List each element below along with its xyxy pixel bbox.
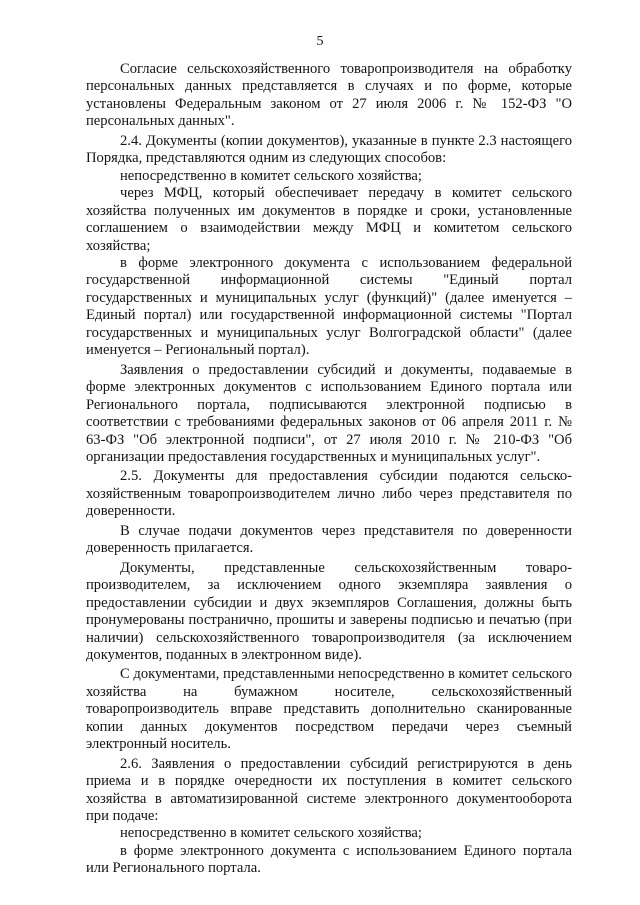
paragraph-electronic-signature: Заявления о предоставлении субсидий и документы, подаваемые в форме электронных документов с использованием Единого портала или Регионального портала, подписываются электронной подписью в соответствии с требованиями федеральных законов от 06 апреля 2011 г. № 63-ФЗ "Об электронной подписи", от 27 июля 2010 г. № 210-ФЗ "Об организации предоставления государственных и муниципальных услуг". (86, 361, 572, 465)
paragraph-scanned-copies: С документами, представленными непосредственно в комитет сельского хозяйства на бумажном носителе, сельскохозяйственный товаропроизводитель вправе представить дополнительно сканированные копии данных документов посредством передачи через съемный электронный носитель. (86, 666, 572, 753)
paragraph-electronic-form: в форме электронного документа с использованием федеральной государственной информационной системы "Единый портал государственных и муниципальных услуг (функций)" (далее именуется – Единый портал) или государственной информационной системы "Портал государственных и муниципальных услуг Волгоградской области" (далее именуется – Региональный портал). (86, 254, 572, 359)
paragraph-2-4: 2.4. Документы (копии документов), указанные в пункте 2.3 настоящего Порядка, представляются одним из следующих способов: (86, 132, 572, 167)
page-number: 5 (316, 34, 324, 49)
paragraph-2-6: 2.6. Заявления о предоставлении субсидий регистрируются в день приема и в порядке очередности их поступления в комитет сельского хозяйства в автоматизированной системе электронного документооборота при подаче: (86, 755, 572, 825)
paragraph-power-of-attorney: В случае подачи документов через представителя по доверенности доверенность прилагается. (86, 522, 572, 557)
paragraph-consent: Согласие сельскохозяйственного товаропроизводителя на обработку персональных данных представляется в случаях и по форме, которые установлены Федеральным законом от 27 июля 2006 г. № 152-ФЗ "О персональных данных". (86, 61, 572, 130)
paragraph-direct-registration: непосредственно в комитет сельского хозяйства; (120, 825, 422, 842)
paragraph-document-requirements: Документы, представленные сельскохозяйственным товаро-производителем, за исключением одного экземпляра заявления о предоставлении субсидии и двух экземпляров Соглашения, должны быть пронумерованы постранично, прошиты и заверены подписью и печатью (при наличии) сельскохозяйственного товаропроизводителя (за исключением документов, поданных в электронном виде). (86, 559, 572, 663)
document-body (86, 61, 572, 878)
paragraph-direct-submission: непосредственно в комитет сельского хозяйства; (120, 167, 422, 184)
paragraph-2-5: 2.5. Документы для предоставления субсидии подаются сельско-хозяйственным товаропроизводителем лично либо через представителя по доверенности. (86, 468, 572, 520)
paragraph-mfc: через МФЦ, который обеспечивает передачу в комитет сельского хозяйства полученных им документов в порядке и сроки, установленные соглашением о взаимодействии между МФЦ и комитетом сельского хозяйства; (86, 185, 572, 254)
paragraph-electronic-registration: в форме электронного документа с использованием Единого портала или Регионального портала. (86, 842, 572, 877)
